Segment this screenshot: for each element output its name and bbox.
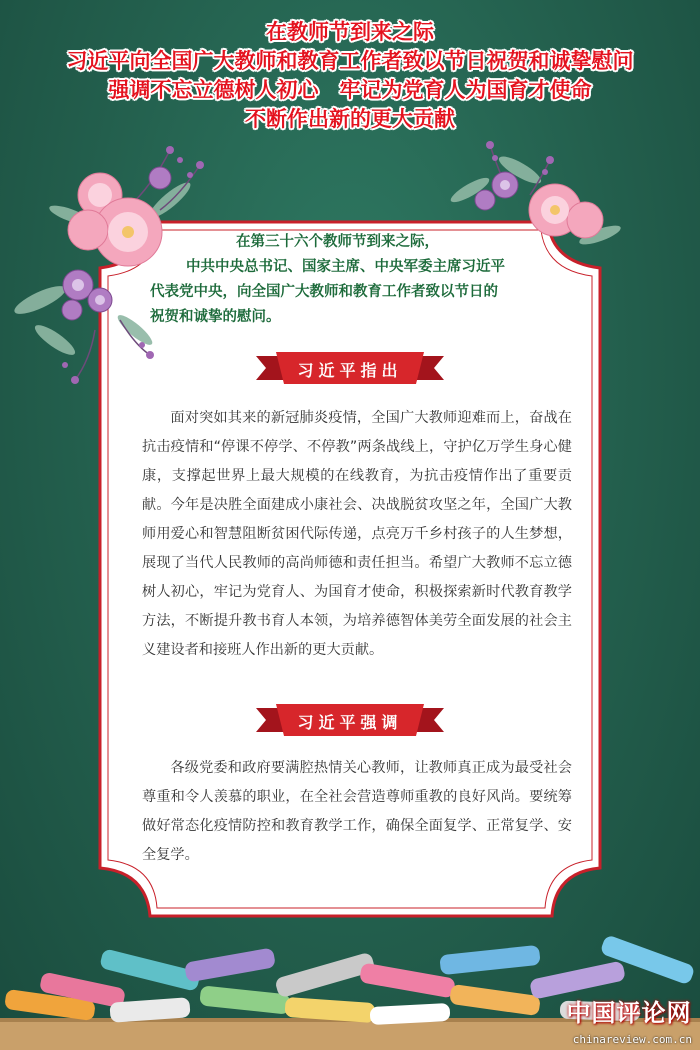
intro-line-1: 在第三十六个教师节到来之际， [236, 234, 439, 250]
intro-line-3: 代表党中央，向全国广大教师和教育工作者致以节日的 [150, 284, 498, 300]
headline-line-3: 强调不忘立德树人初心 牢记为党育人为国育才使命 [108, 78, 592, 102]
intro-line-4: 祝贺和诚挚的慰问。 [150, 309, 281, 325]
watermark-name: 中国评论网 [566, 999, 692, 1027]
headline-line-1: 在教师节到来之际 [266, 20, 434, 44]
watermark-logo [564, 993, 694, 1028]
headline-line-4: 不断作出新的更大贡献 [245, 107, 455, 131]
section2-banner-label: 习近平强调 [297, 713, 403, 732]
chalk-pile-icon [0, 930, 700, 1050]
intro-paragraph [150, 230, 570, 330]
intro-line-2: 中共中央总书记、国家主席、中央军委主席习近平 [186, 259, 505, 275]
headline-line-2: 习近平向全国广大教师和教育工作者致以节日祝贺和诚挚慰问 [66, 49, 634, 73]
section1-body: 面对突如其来的新冠肺炎疫情，全国广大教师迎难而上，奋战在抗击疫情和“停课不停学、不停教”两条战线上，守护亿万学生身心健康，支撑起世界上最大规模的在线教育，为抗击疫情作出了重要贡献。今年是决胜全面建成小康社会、决战脱贫攻坚之年，全国广大教师用爱心和智慧阻断贫困代际传递，点亮万千乡村孩子的人生梦想，展现了当代人民教师的高尚师德和责任担当。希望广大教师不忘立德树人初心，牢记为党育人、为国育才使命，积极探索新时代教育教学方法，不断提升教书育人本领，为培养德智体美劳全面发展的社会主义建设者和接班人作出新的更大贡献。 [142, 410, 572, 658]
section2-body: 各级党委和政府要满腔热情关心教师，让教师真正成为最受社会尊重和令人羡慕的职业，在全社会营造尊师重教的良好风尚。要统筹做好常态化疫情防控和教育教学工作，确保全面复学、正常复学、安全复学。 [142, 760, 572, 863]
watermark-url: chinareview.com.cn [572, 1033, 692, 1046]
section1-banner-label: 习近平指出 [297, 361, 403, 380]
